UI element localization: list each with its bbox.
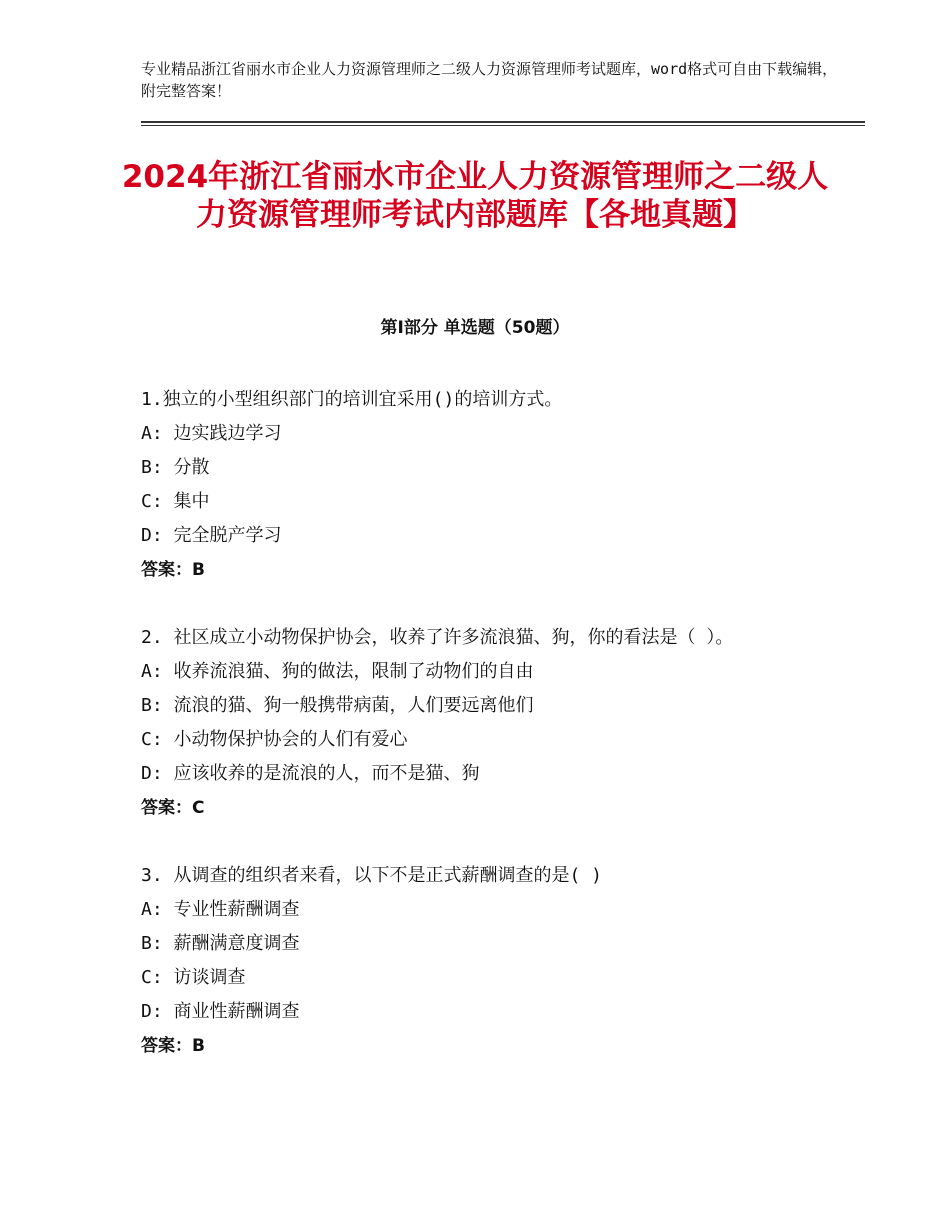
option-d: D: 应该收养的是流浪的人，而不是猫、狗 — [141, 763, 480, 784]
header-note: 专业精品浙江省丽水市企业人力资源管理师之二级人力资源管理师考试题库，word格式可自由下载编辑，附完整答案！ — [141, 60, 838, 100]
option-b: B: 薪酬满意度调查 — [141, 933, 300, 954]
option-a: A: 边实践边学习 — [141, 423, 282, 444]
question-2 — [141, 621, 821, 825]
question-3 — [141, 859, 821, 1063]
option-c: C: 集中 — [141, 491, 210, 512]
document-title: 2024年浙江省丽水市企业人力资源管理师之二级人力资源管理师考试内部题库【各地真题】 — [121, 159, 829, 233]
header-rule-thick — [141, 121, 865, 123]
question-stem: 2. 社区成立小动物保护协会，收养了许多流浪猫、狗，你的看法是（ ）。 — [141, 627, 734, 648]
option-a: A: 专业性薪酬调查 — [141, 899, 300, 920]
option-d: D: 完全脱产学习 — [141, 525, 282, 546]
header-rule-thin — [141, 125, 865, 126]
question-list — [141, 383, 821, 1097]
answer-label: 答案：C — [141, 798, 205, 818]
option-c: C: 小动物保护协会的人们有爱心 — [141, 729, 408, 750]
question-stem: 1.独立的小型组织部门的培训宜采用()的培训方式。 — [141, 389, 563, 410]
option-b: B: 流浪的猫、狗一般携带病菌，人们要远离他们 — [141, 695, 534, 716]
option-c: C: 访谈调查 — [141, 967, 246, 988]
option-a: A: 收养流浪猫、狗的做法，限制了动物们的自由 — [141, 661, 534, 682]
question-1 — [141, 383, 821, 587]
section-title: 第Ⅰ部分 单选题（50题） — [380, 318, 570, 338]
option-b: B: 分散 — [141, 457, 210, 478]
answer-label: 答案：B — [141, 560, 205, 580]
answer-label: 答案：B — [141, 1036, 205, 1056]
option-d: D: 商业性薪酬调查 — [141, 1001, 300, 1022]
question-stem: 3. 从调查的组织者来看，以下不是正式薪酬调查的是( ) — [141, 865, 603, 886]
